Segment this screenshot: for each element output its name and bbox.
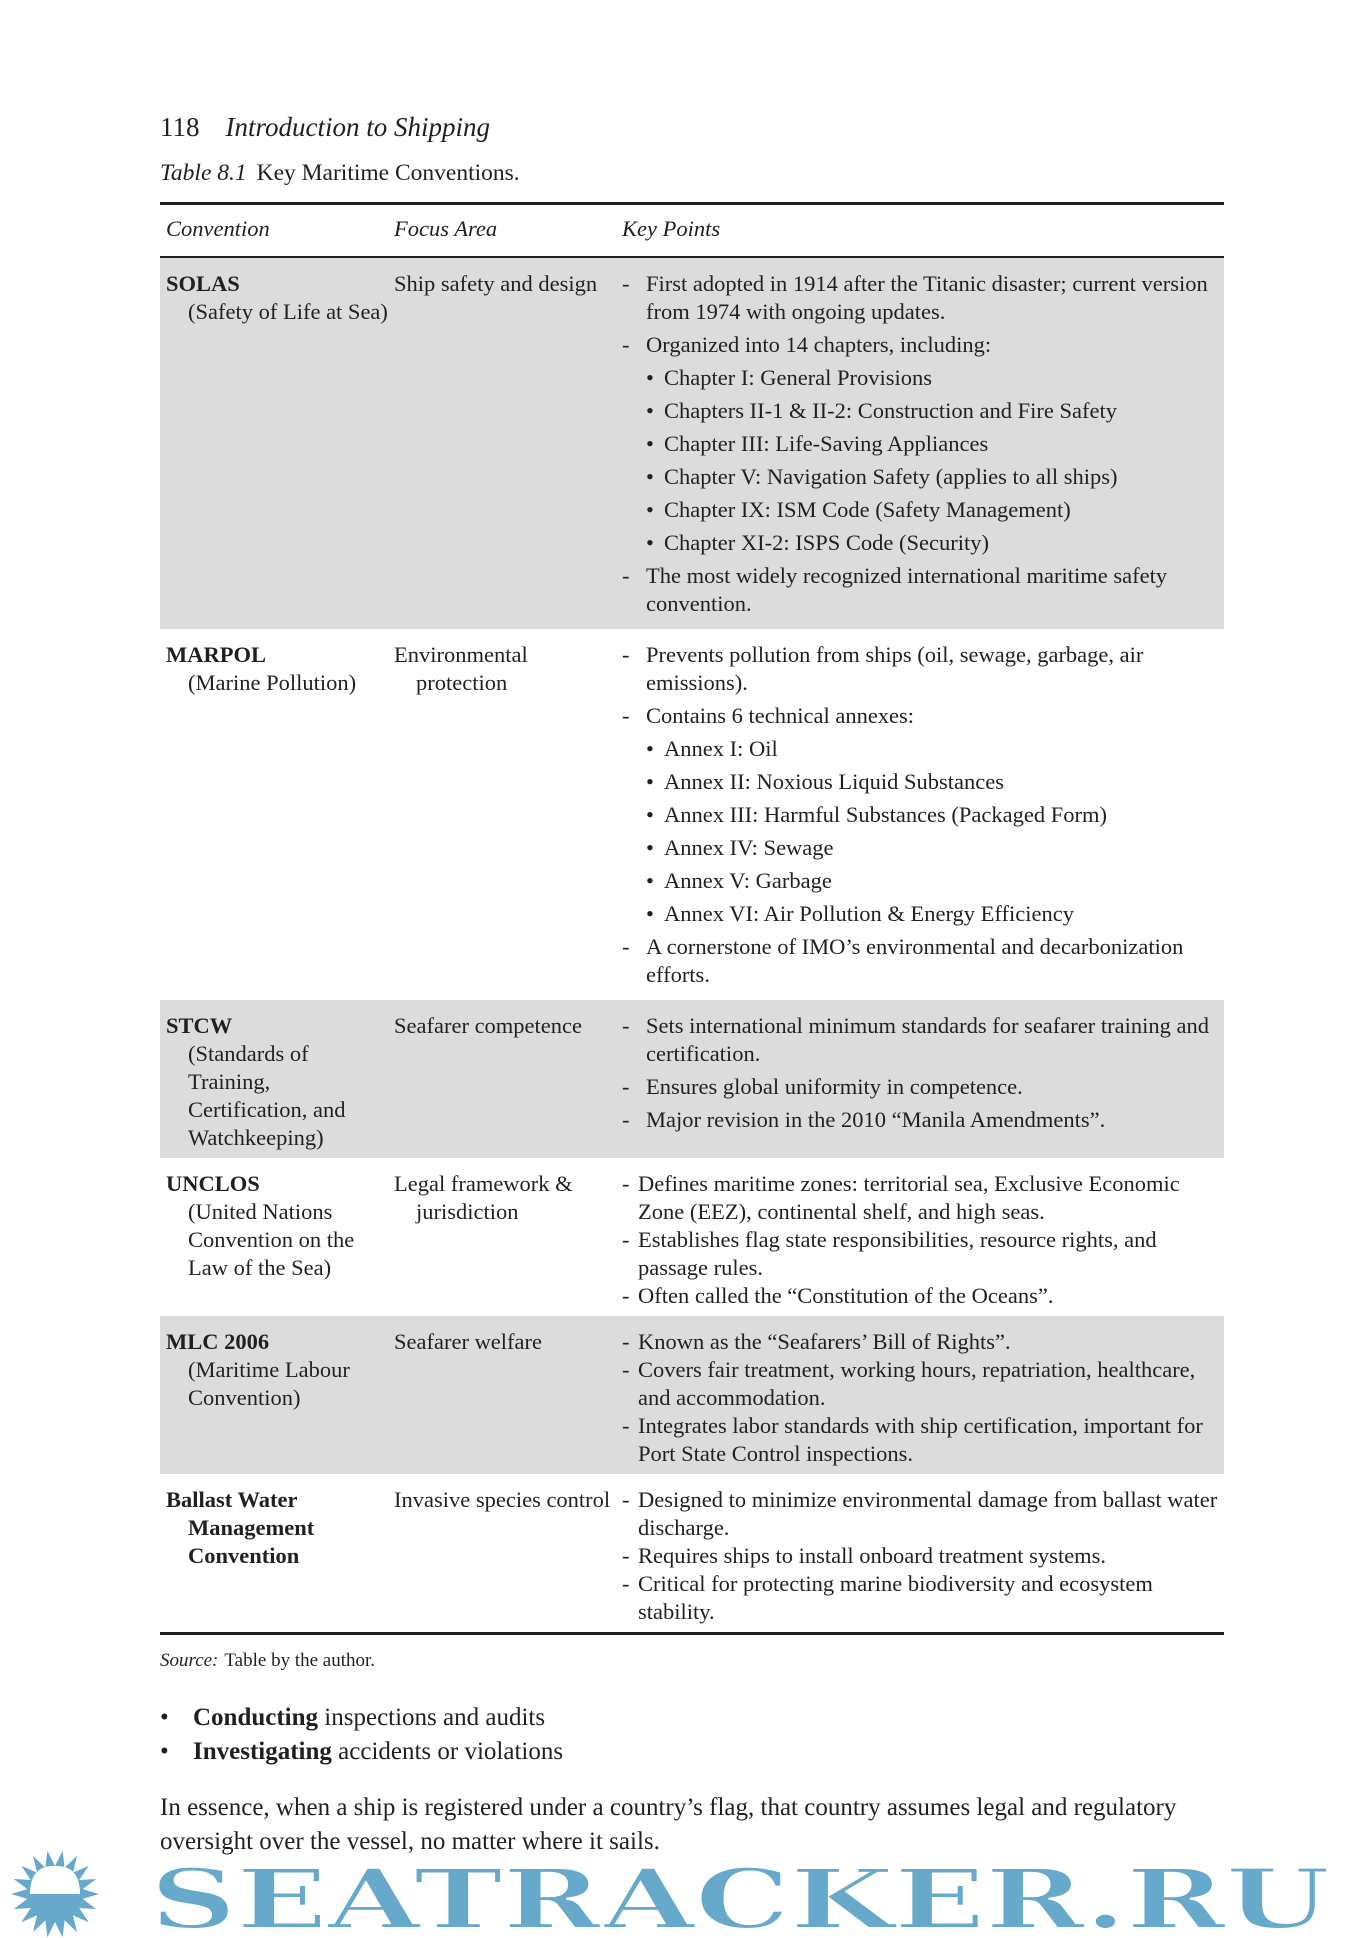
convention-cell — [166, 1170, 391, 1310]
sub-point: • Annex VI: Air Pollution & Energy Efficiency — [646, 901, 1074, 926]
sub-point-text: Chapter IX: ISM Code (Safety Management) — [664, 497, 1071, 522]
sub-point: • Chapter III: Life-Saving Appliances — [646, 431, 989, 456]
sub-point: • Annex IV: Sewage — [646, 835, 834, 860]
sub-point-text: Chapter I: General Provisions — [664, 365, 933, 390]
header-convention: Convention — [166, 216, 270, 241]
table-bottom-rule — [160, 1632, 1224, 1635]
key-point-text: Contains 6 technical annexes: — [646, 703, 915, 728]
table-row — [160, 1000, 1224, 1158]
sub-point-text: Annex IV: Sewage — [664, 835, 834, 860]
key-point: - Covers fair treatment, working hours, repatriation, healthcare, and accommodation. — [622, 1357, 1196, 1410]
running-head — [160, 112, 490, 143]
key-points-cell — [622, 1170, 1222, 1310]
sub-point-text: Annex I: Oil — [664, 736, 778, 761]
sub-point: • Annex III: Harmful Substances (Packaged Form) — [646, 802, 1108, 827]
convention-cell — [166, 1486, 391, 1626]
convention-full-name: (Maritime Labour Convention) — [188, 1357, 350, 1410]
key-point-text: Covers fair treatment, working hours, repatriation, healthcare, and accommodation. — [638, 1357, 1196, 1410]
watermark-text: SEATRACKER.RU — [150, 1852, 1330, 1938]
key-point-text: Ensures global uniformity in competence. — [646, 1074, 1023, 1099]
key-points-cell — [622, 1012, 1222, 1152]
sub-point: • Chapter XI-2: ISPS Code (Security) — [646, 530, 989, 555]
convention-full-name: (United Nations Convention on the Law of the Sea) — [188, 1199, 355, 1280]
sub-point: • Annex V: Garbage — [646, 868, 832, 893]
convention-name: Ballast Water Management Convention — [166, 1487, 315, 1568]
convention-name: STCW — [166, 1013, 233, 1038]
bullet-item: • Conducting inspections and audits — [160, 1704, 546, 1731]
key-point-text: The most widely recognized international maritime safety convention. — [646, 563, 1168, 616]
table-row — [160, 258, 1224, 629]
key-point-text: Major revision in the 2010 “Manila Amendments”. — [646, 1107, 1106, 1132]
focus-area-cell: Seafarer welfare — [394, 1329, 543, 1354]
page-body — [160, 202, 1224, 1859]
bullet-text: inspections and audits — [318, 1704, 546, 1731]
table-header — [160, 205, 1224, 258]
key-points-cell — [622, 1486, 1222, 1626]
table-source — [160, 1649, 1224, 1673]
convention-name: MARPOL — [166, 642, 266, 667]
focus-area-cell: Invasive species control — [394, 1487, 611, 1512]
header-focus-area: Focus Area — [394, 216, 498, 241]
convention-name: MLC 2006 — [166, 1329, 270, 1354]
convention-name: SOLAS — [166, 271, 240, 296]
book-title: Introduction to Shipping — [225, 112, 490, 142]
sub-point-text: Chapter XI-2: ISPS Code (Security) — [664, 530, 989, 555]
key-point-text: Critical for protecting marine biodiversity and ecosystem stability. — [638, 1571, 1153, 1624]
table-row — [160, 1158, 1224, 1316]
source-text: Table by the author. — [224, 1650, 376, 1671]
key-point: - Organized into 14 chapters, including: — [622, 332, 992, 357]
key-point: - Sets international minimum standards for seafarer training and certification. — [622, 1013, 1209, 1066]
key-point: - A cornerstone of IMO’s environmental and decarbonization efforts. — [622, 934, 1184, 987]
sub-point-text: Chapter V: Navigation Safety (applies to all ships) — [664, 464, 1118, 489]
focus-area-cell: Legal framework & jurisdiction — [394, 1171, 573, 1224]
page-number: 118 — [160, 112, 200, 142]
table-row — [160, 1474, 1224, 1632]
key-point-text: A cornerstone of IMO’s environmental and decarbonization efforts. — [646, 934, 1184, 987]
bullet-bold: Investigating — [193, 1738, 332, 1765]
header-key-points: Key Points — [622, 216, 721, 241]
sub-point-text: Chapters II-1 & II-2: Construction and Fire Safety — [664, 398, 1118, 423]
convention-cell — [166, 1012, 391, 1152]
table-caption — [160, 160, 520, 187]
key-points-cell — [622, 270, 1222, 623]
sub-point: • Chapter V: Navigation Safety (applies to all ships) — [646, 464, 1118, 489]
key-point-text: Defines maritime zones: territorial sea, Exclusive Economic Zone (EEZ), continental shelf, and high seas. — [638, 1171, 1180, 1224]
bullet-bold: Conducting — [193, 1704, 319, 1731]
key-point-text: First adopted in 1914 after the Titanic disaster; current version from 1974 with ongoing updates. — [646, 271, 1208, 324]
bullet-item: • Investigating accidents or violations — [160, 1738, 564, 1765]
key-point: - Prevents pollution from ships (oil, sewage, garbage, air emissions). — [622, 642, 1144, 695]
sub-point-text: Annex V: Garbage — [664, 868, 832, 893]
convention-full-name: (Safety of Life at Sea) — [188, 299, 388, 324]
convention-cell — [166, 270, 391, 623]
body-paragraph: In essence, when a ship is registered under a country’s flag, that country assumes legal and regulatory oversight over the vessel, no matter where it sails. — [160, 1794, 1177, 1855]
sub-point: • Annex II: Noxious Liquid Substances — [646, 769, 1004, 794]
convention-full-name: (Marine Pollution) — [188, 670, 357, 695]
key-points-cell — [622, 641, 1222, 994]
caption-title: Key Maritime Conventions. — [256, 160, 520, 186]
sub-point-text: Annex III: Harmful Substances (Packaged Form) — [664, 802, 1108, 827]
seatracker-watermark-logo — [0, 1848, 1371, 1938]
key-point: - Integrates labor standards with ship certification, important for Port State Control inspections. — [622, 1413, 1203, 1466]
sub-point-text: Annex VI: Air Pollution & Energy Efficiency — [664, 901, 1074, 926]
convention-full-name: (Standards of Training, Certification, and Watchkeeping) — [188, 1041, 346, 1150]
key-points-cell — [622, 1328, 1222, 1468]
sub-point-text: Annex II: Noxious Liquid Substances — [664, 769, 1004, 794]
key-point-text: Establishes flag state responsibilities, resource rights, and passage rules. — [638, 1227, 1157, 1280]
convention-cell — [166, 641, 391, 994]
sub-point: • Chapter IX: ISM Code (Safety Management) — [646, 497, 1071, 522]
key-point: - Designed to minimize environmental damage from ballast water discharge. — [622, 1487, 1218, 1540]
key-point-text: Known as the “Seafarers’ Bill of Rights”. — [638, 1329, 1011, 1354]
key-point: - Known as the “Seafarers’ Bill of Rights”. — [622, 1329, 1011, 1354]
key-point-text: Designed to minimize environmental damage from ballast water discharge. — [638, 1487, 1218, 1540]
conventions-table — [160, 202, 1224, 1635]
focus-area-cell: Environmental protection — [394, 642, 528, 695]
key-point: - Major revision in the 2010 “Manila Amendments”. — [622, 1107, 1106, 1132]
key-point-text: Often called the “Constitution of the Oceans”. — [638, 1283, 1054, 1308]
key-point: - Requires ships to install onboard treatment systems. — [622, 1543, 1107, 1568]
key-point: - Often called the “Constitution of the Oceans”. — [622, 1283, 1054, 1308]
sub-point: • Annex I: Oil — [646, 736, 778, 761]
key-point: - Ensures global uniformity in competence. — [622, 1074, 1023, 1099]
key-point-text: Organized into 14 chapters, including: — [646, 332, 992, 357]
key-point: - Defines maritime zones: territorial sea, Exclusive Economic Zone (EEZ), continental shelf, and high seas. — [622, 1171, 1180, 1224]
focus-area-cell: Seafarer competence — [394, 1013, 582, 1038]
key-point-text: Sets international minimum standards for seafarer training and certification. — [646, 1013, 1209, 1066]
table-row — [160, 1316, 1224, 1474]
convention-name: UNCLOS — [166, 1171, 260, 1196]
key-point: - Establishes flag state responsibilities, resource rights, and passage rules. — [622, 1227, 1157, 1280]
key-point-text: Integrates labor standards with ship certification, important for Port State Control inspections. — [638, 1413, 1203, 1466]
key-point: - Critical for protecting marine biodiversity and ecosystem stability. — [622, 1571, 1153, 1624]
source-label: Source: — [160, 1650, 219, 1671]
key-point-text: Prevents pollution from ships (oil, sewage, garbage, air emissions). — [646, 642, 1144, 695]
sub-point: • Chapter I: General Provisions — [646, 365, 933, 390]
convention-cell — [166, 1328, 391, 1468]
sub-point: • Chapters II-1 & II-2: Construction and Fire Safety — [646, 398, 1118, 423]
caption-label: Table 8.1 — [160, 160, 247, 186]
bullet-text: accidents or violations — [331, 1738, 564, 1765]
key-point: - First adopted in 1914 after the Titanic disaster; current version from 1974 with ongoing updates. — [622, 271, 1208, 324]
sun-logo-icon — [11, 1851, 99, 1938]
key-point: - Contains 6 technical annexes: — [622, 703, 915, 728]
key-point: - The most widely recognized international maritime safety convention. — [622, 563, 1168, 616]
sub-point-text: Chapter III: Life-Saving Appliances — [664, 431, 989, 456]
key-point-text: Requires ships to install onboard treatment systems. — [638, 1543, 1107, 1568]
bullet-list — [160, 1701, 1224, 1769]
focus-area-cell: Ship safety and design — [394, 271, 598, 296]
table-row — [160, 629, 1224, 1000]
